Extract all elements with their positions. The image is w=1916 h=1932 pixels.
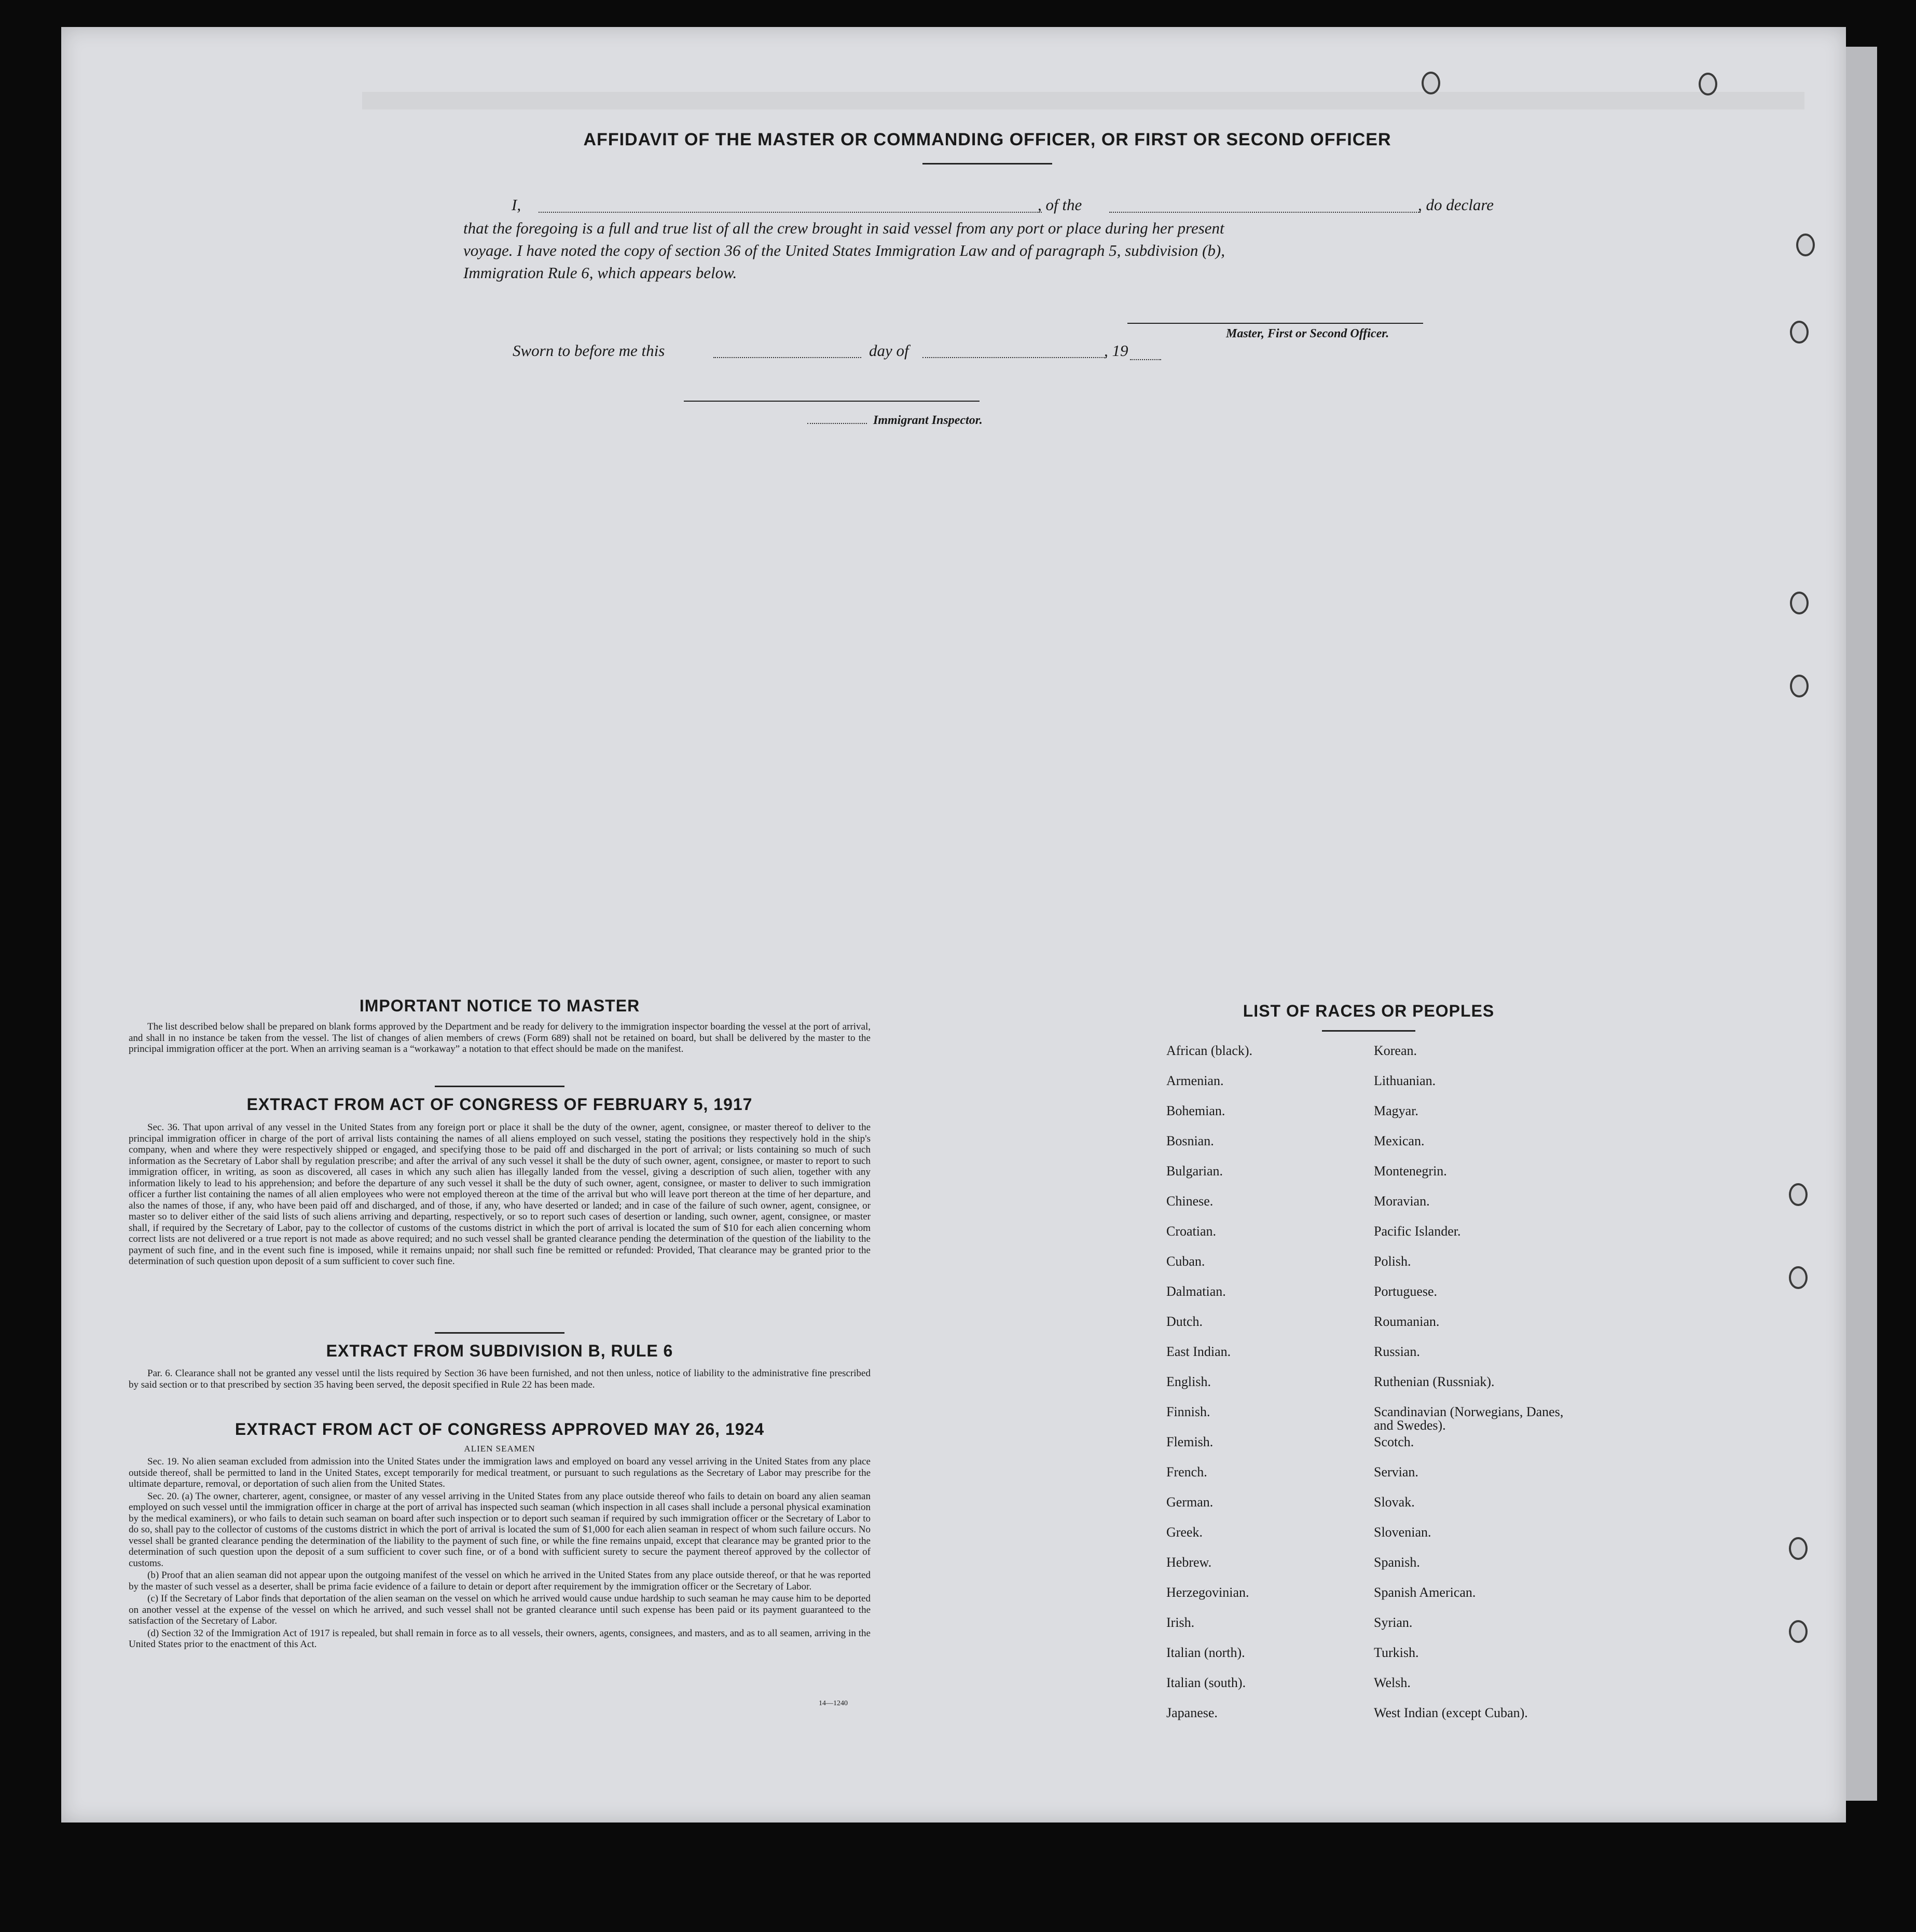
sworn-year: , 19 — [1104, 341, 1128, 360]
race-label: Bohemian. — [1166, 1103, 1225, 1118]
race-label: Montenegrin. — [1374, 1163, 1447, 1179]
binder-hole-right-1 — [1796, 234, 1815, 256]
race-right-17 — [1374, 1556, 1581, 1586]
race-label: Magyar. — [1374, 1103, 1418, 1118]
race-left-2 — [1166, 1104, 1252, 1134]
race-label: Slovenian. — [1374, 1525, 1431, 1540]
races-left-column — [1166, 1044, 1252, 1736]
race-left-3 — [1166, 1134, 1252, 1164]
race-left-14 — [1166, 1465, 1252, 1496]
race-label: Korean. — [1374, 1043, 1417, 1058]
race-label: Greek. — [1166, 1525, 1203, 1540]
extract-1917-paragraph: Sec. 36. That upon arrival of any vessel in the United States from any foreign port or place it shall be the duty of the owner, agent, consignee, or master thereof to deliver to the principal immigration officer in charge of the port of arrival lists containing the names of all aliens employed on such vessel, stating the positions they respectively hold in the ship's company, when and where they were respectively shipped or engaged, and specifying those to be paid off and discharged in the port of arrival; or lists containing so much of such information as the Secretary of Labor shall by regulation prescribe; and after the arrival of any such vessel it shall be the duty of such owner, agent, consignee, or master to report to such immigration officer, in writing, as soon as discovered, all cases in which any such alien has illegally landed from the vessel, giving a description of such alien, together with any information likely to lead to his apprehension; and before the departure of any such vessel it shall be the duty of such owner, agent, consignee, or master to deliver to such immigration officer a further list containing the names of all alien employees who were not employed thereon at the time of the arrival but who will leave port thereon at the time of her departure, and also the names of those, if any, who have been paid off and discharged, and of those, if any, who have deserted or landed; and in case of the failure of such owner, agent, consignee, or master so to deliver either of the said lists of such aliens arriving and departing, respectively, or so to report such cases of desertion or landing, such owner, agent, consignee, or master shall, if required by the Secretary of Labor, pay to the collector of customs of the customs district in which the port of arrival is located the sum of $10 for each alien concerning whom correct lists are not delivered or a true report is not made as above required; and no such vessel shall be granted clearance pending the determination of the question of the liability to the payment of such fine, and in the event such fine is imposed, while it remains unpaid; nor shall such fine be remitted or refunded: Provided, That clearance may be granted prior to the determination of such question upon deposit of a sum sufficient to cover such fine. — [129, 1122, 871, 1267]
race-label: Cuban. — [1166, 1254, 1205, 1269]
binder-hole-right-8 — [1789, 1620, 1808, 1643]
sworn-month-blank[interactable] — [922, 357, 1107, 358]
binding-strip — [1846, 47, 1877, 1801]
race-label: Chinese. — [1166, 1194, 1214, 1209]
extract-rule6-paragraph: Par. 6. Clearance shall not be granted any vessel until the lists required by Section 36 have been furnished, and not then unless, notice of liability to the administrative fine prescribed by said section or to that prescribed by section 35 having been served, the deposit specified in Rule 22 has been made. — [129, 1368, 871, 1390]
race-label: Turkish. — [1374, 1645, 1419, 1660]
master-signature-label: Master, First or Second Officer. — [1226, 327, 1389, 340]
races-title-rule — [1322, 1030, 1415, 1032]
race-label: Dalmatian. — [1166, 1284, 1226, 1299]
race-label: Herzegovinian. — [1166, 1585, 1249, 1600]
race-right-4 — [1374, 1164, 1581, 1195]
bleed-through-heading — [362, 92, 1804, 109]
race-label: Servian. — [1374, 1464, 1418, 1479]
race-right-21 — [1374, 1676, 1581, 1706]
document-page — [61, 27, 1846, 1823]
race-left-9 — [1166, 1315, 1252, 1345]
race-label: West Indian (except Cuban). — [1374, 1705, 1528, 1720]
extract-1924-sec20d: (d) Section 32 of the Immigration Act of 1917 is repealed, but shall remain in force as to all vessels, their owners, agents, consignees, and masters, and as to all seamen, arriving in the United States prior to the enactment of this Act. — [129, 1627, 871, 1650]
race-left-21 — [1166, 1676, 1252, 1706]
form-number: 14—1240 — [819, 1700, 848, 1707]
affidavit-line-2: that the foregoing is a full and true list of all the crew brought in said vessel from any port or place during her present — [463, 219, 1224, 237]
affidavit-vessel-blank[interactable] — [1109, 212, 1421, 213]
race-right-12 — [1374, 1405, 1581, 1435]
race-left-12 — [1166, 1405, 1252, 1435]
extract-1917-body — [129, 1122, 871, 1268]
master-signature-line[interactable] — [1127, 323, 1423, 324]
affidavit-declare: , do declare — [1418, 196, 1494, 214]
race-right-15 — [1374, 1496, 1581, 1526]
race-left-6 — [1166, 1225, 1252, 1255]
race-label: French. — [1166, 1464, 1207, 1479]
notice-paragraph: The list described below shall be prepared on blank forms approved by the Department and be ready for delivery to the immigration inspector boarding the vessel at the port of arrival, and shall in no instance be taken from the vessel. The list of changes of alien members of crews (Form 689) shall not be retained on board, but shall be delivered by the master to the principal immigration officer at the port. When an arriving seaman is a “workaway” a notation to that effect should be made on the manifest. — [129, 1021, 871, 1054]
extract-1917-title: EXTRACT FROM ACT OF CONGRESS OF FEBRUARY 5, 1917 — [246, 1095, 753, 1114]
extract-1924-title: EXTRACT FROM ACT OF CONGRESS APPROVED MAY 26, 1924 — [235, 1420, 765, 1438]
race-left-16 — [1166, 1526, 1252, 1556]
race-right-3 — [1374, 1134, 1581, 1164]
race-right-6 — [1374, 1225, 1581, 1255]
sworn-prefix: Sworn to before me this — [513, 341, 665, 360]
race-right-19 — [1374, 1616, 1581, 1646]
race-label: Roumanian. — [1374, 1314, 1440, 1329]
affidavit-line-4: Immigration Rule 6, which appears below. — [463, 264, 737, 282]
race-right-1 — [1374, 1074, 1581, 1104]
race-label: Irish. — [1166, 1615, 1195, 1630]
affidavit-title-rule — [922, 163, 1052, 165]
extract-rule6-title: EXTRACT FROM SUBDIVISION B, RULE 6 — [326, 1341, 673, 1360]
inspector-signature-line[interactable] — [684, 401, 980, 402]
inspector-lead-dots — [807, 423, 867, 424]
race-label: Ruthenian (Russniak). — [1374, 1374, 1495, 1389]
race-label: Dutch. — [1166, 1314, 1203, 1329]
race-label: Italian (south). — [1166, 1675, 1246, 1690]
race-label: Portuguese. — [1374, 1284, 1438, 1299]
divider-rule-2 — [435, 1332, 564, 1334]
race-right-22 — [1374, 1706, 1581, 1736]
binder-hole-right-5 — [1789, 1183, 1808, 1206]
race-right-0 — [1374, 1044, 1581, 1074]
race-left-10 — [1166, 1345, 1252, 1375]
race-left-0 — [1166, 1044, 1252, 1074]
race-left-5 — [1166, 1195, 1252, 1225]
divider-rule-1 — [435, 1086, 564, 1087]
race-left-11 — [1166, 1375, 1252, 1405]
race-label: Spanish American. — [1374, 1585, 1476, 1600]
binder-hole-right-2 — [1790, 321, 1809, 344]
race-label: Armenian. — [1166, 1073, 1224, 1088]
race-right-7 — [1374, 1255, 1581, 1285]
races-right-column — [1374, 1044, 1581, 1736]
race-label: Syrian. — [1374, 1615, 1413, 1630]
extract-1924-sec20a: Sec. 20. (a) The owner, charterer, agent, consignee, or master of any vessel arriving in the United States from any place outside thereof who fails to detain on board any alien seaman employed on such vessel until the immigration officer in charge at the port of arrival has inspected such seaman (which inspection in all cases shall include a personal physical examination by the medical examiners), or who fails to detain such seaman on board after such inspection or to deport such seaman if required by such immigration officer or the Secretary of Labor to do so, shall pay to the collector of customs of the customs district in which the port of arrival is located the sum of $1,000 for each alien seaman in respect of whom such failure occurs. No vessel shall be granted clearance pending the determination of the liability to the payment of such fine, or while the fine remains unpaid, except that clearance may be granted prior to the determination of such question upon the deposit of a sum sufficient to cover such fine, or of a bond with sufficient surety to secure the payment thereof approved by the collector of customs. — [129, 1490, 871, 1569]
race-right-14 — [1374, 1465, 1581, 1496]
race-label: English. — [1166, 1374, 1211, 1389]
race-label: Hebrew. — [1166, 1555, 1212, 1570]
affidavit-of-the: , of the — [1038, 196, 1082, 214]
race-label: Lithuanian. — [1374, 1073, 1436, 1088]
race-label: Japanese. — [1166, 1705, 1218, 1720]
extract-1924-subtitle: ALIEN SEAMEN — [464, 1444, 535, 1454]
race-right-18 — [1374, 1586, 1581, 1616]
inspector-label: Immigrant Inspector. — [873, 414, 983, 427]
sworn-day-of: day of — [869, 341, 909, 360]
race-right-2 — [1374, 1104, 1581, 1134]
binder-hole-top-1 — [1422, 72, 1440, 94]
race-label: Bosnian. — [1166, 1133, 1214, 1148]
race-right-5 — [1374, 1195, 1581, 1225]
race-label: Pacific Islander. — [1374, 1224, 1461, 1239]
race-left-18 — [1166, 1586, 1252, 1616]
race-label: German. — [1166, 1495, 1214, 1510]
race-label: Russian. — [1374, 1344, 1420, 1359]
race-label: Bulgarian. — [1166, 1163, 1223, 1179]
race-left-8 — [1166, 1285, 1252, 1315]
race-left-7 — [1166, 1255, 1252, 1285]
binder-hole-right-4 — [1790, 675, 1809, 697]
race-right-11 — [1374, 1375, 1581, 1405]
race-left-15 — [1166, 1496, 1252, 1526]
extract-rule6-body — [129, 1368, 871, 1391]
race-label: Flemish. — [1166, 1434, 1214, 1449]
race-label: East Indian. — [1166, 1344, 1231, 1359]
extract-1924-body — [129, 1456, 871, 1651]
race-label: Finnish. — [1166, 1404, 1210, 1419]
race-label: Mexican. — [1374, 1133, 1425, 1148]
race-right-16 — [1374, 1526, 1581, 1556]
race-label: Italian (north). — [1166, 1645, 1245, 1660]
race-right-13 — [1374, 1435, 1581, 1465]
binder-hole-right-3 — [1790, 592, 1809, 614]
race-label: African (black). — [1166, 1043, 1253, 1058]
notice-body — [129, 1021, 871, 1056]
race-label: Scotch. — [1374, 1434, 1414, 1449]
binder-hole-right-6 — [1789, 1266, 1808, 1289]
race-label: Polish. — [1374, 1254, 1411, 1269]
affidavit-name-blank[interactable] — [539, 212, 1042, 213]
race-left-1 — [1166, 1074, 1252, 1104]
race-right-20 — [1374, 1646, 1581, 1676]
race-right-8 — [1374, 1285, 1581, 1315]
race-left-17 — [1166, 1556, 1252, 1586]
race-left-20 — [1166, 1646, 1252, 1676]
extract-1924-sec19: Sec. 19. No alien seaman excluded from admission into the United States under the immigration laws and employed on board any vessel arriving in the United States from any place outside thereof, shall be permitted to land in the United States, except temporarily for medical treatment, or pursuant to such regulations as the Secretary of Labor may prescribe for the ultimate departure, removal, or deportation of such alien from the United States. — [129, 1456, 871, 1489]
sworn-year-blank[interactable] — [1130, 359, 1161, 360]
race-label: Scandinavian (Norwegians, Danes, and Swedes). — [1374, 1404, 1564, 1433]
race-left-19 — [1166, 1616, 1252, 1646]
affidavit-line-3: voyage. I have noted the copy of section 36 of the United States Immigration Law and of paragraph 5, subdivision (b), — [463, 241, 1225, 259]
race-label: Slovak. — [1374, 1495, 1415, 1510]
race-right-10 — [1374, 1345, 1581, 1375]
notice-title: IMPORTANT NOTICE TO MASTER — [359, 996, 640, 1015]
race-left-22 — [1166, 1706, 1252, 1736]
extract-1924-sec20b: (b) Proof that an alien seaman did not appear upon the outgoing manifest of the vessel on which he arrived in the United States from any place outside thereof, or that he was reported by the master of such vessel as a deserter, shall be prima facie evidence of a failure to detain or deport after requirement by the immigration officer or the Secretary of Labor. — [129, 1570, 871, 1592]
race-label: Croatian. — [1166, 1224, 1217, 1239]
binder-hole-top-2 — [1699, 73, 1717, 95]
extract-1924-sec20c: (c) If the Secretary of Labor finds that deportation of the alien seaman on the vessel on which he arrived would cause undue hardship to such seaman he may cause him to be deported on another vessel at the expense of the vessel on which he arrived, and such vessel shall not be granted clearance until such expense has been paid or its payment guaranteed to the satisfaction of the Secretary of Labor. — [129, 1593, 871, 1626]
affidavit-title: AFFIDAVIT OF THE MASTER OR COMMANDING OFFICER, OR FIRST OR SECOND OFFICER — [583, 130, 1391, 149]
affidavit-i: I, — [512, 196, 521, 214]
races-title: LIST OF RACES OR PEOPLES — [1243, 1002, 1495, 1020]
binder-hole-right-7 — [1789, 1537, 1808, 1560]
race-right-9 — [1374, 1315, 1581, 1345]
race-left-4 — [1166, 1164, 1252, 1195]
sworn-date-blank[interactable] — [713, 357, 861, 358]
race-label: Moravian. — [1374, 1194, 1430, 1209]
race-label: Welsh. — [1374, 1675, 1411, 1690]
race-left-13 — [1166, 1435, 1252, 1465]
race-label: Spanish. — [1374, 1555, 1420, 1570]
